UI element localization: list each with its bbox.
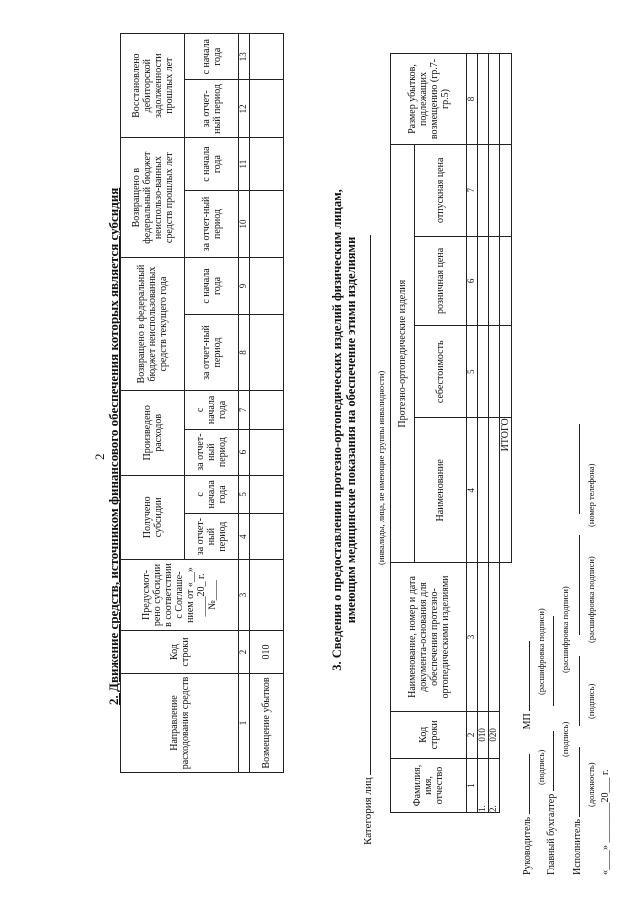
col-number: 1 bbox=[467, 758, 478, 812]
mp-label: МП bbox=[522, 713, 533, 730]
accountant-sign-field[interactable] bbox=[553, 731, 554, 791]
sub-period: за отчет-ный период bbox=[185, 80, 239, 138]
col-retail: розничная цена bbox=[415, 236, 467, 326]
sub-since-year: с начала года bbox=[185, 391, 239, 430]
col-code: Код строки bbox=[121, 631, 239, 674]
col-received: Получено субсидии bbox=[121, 475, 185, 559]
executor-phone-field[interactable] bbox=[579, 424, 580, 514]
table-row bbox=[488, 54, 499, 813]
col-products: Протезно-ортопедические изделия bbox=[391, 145, 415, 563]
col-number: 9 bbox=[239, 258, 250, 315]
total-label: ИТОГО bbox=[499, 418, 511, 563]
col-number: 1 bbox=[239, 674, 250, 773]
col-number: 4 bbox=[239, 514, 250, 560]
col-returned-prev: Возвращено в федеральный бюджет неиспользо-ванных средств прошлых лет bbox=[121, 138, 185, 258]
row-code: 010 bbox=[249, 631, 283, 674]
col-number: 6 bbox=[467, 236, 478, 326]
section3-table bbox=[390, 53, 512, 813]
accountant-podpis-caption: (подпись) bbox=[560, 721, 570, 757]
row-code: 010 bbox=[477, 711, 488, 758]
sub-since-year: с начала года bbox=[185, 34, 239, 80]
col-number: 5 bbox=[467, 326, 478, 418]
chief-accountant-label: Главный бухгалтер bbox=[546, 793, 557, 875]
col-restored: Восстановлено дебиторской задолженности прошлых лет bbox=[121, 34, 185, 138]
col-number: 7 bbox=[239, 391, 250, 430]
executor-sign-field[interactable] bbox=[579, 656, 580, 726]
category-label: Категория лиц bbox=[362, 777, 374, 845]
col-planned: Предусмот-рено субсидии в соответствии с Соглаше-нием от «__» ____20_ г. №____ bbox=[121, 560, 239, 631]
sub-period: за отчет-ный период bbox=[185, 429, 239, 475]
category-field[interactable] bbox=[370, 235, 371, 775]
executor-phone-caption: (номер телефона) bbox=[586, 463, 596, 527]
row-number: 1. bbox=[477, 758, 488, 812]
col-number: 3 bbox=[239, 560, 250, 631]
section3-number-row bbox=[467, 54, 478, 813]
col-returned-current: Возвращено в федеральный бюджет неиспользованных средств текущего года bbox=[121, 258, 185, 391]
table-row bbox=[477, 54, 488, 813]
col-number: 2 bbox=[467, 711, 478, 758]
head-label: Руководитель bbox=[522, 816, 533, 875]
sub-period: за отчет-ный период bbox=[185, 190, 239, 257]
head-signature-row bbox=[522, 641, 533, 875]
col-number: 3 bbox=[467, 563, 478, 711]
col-number: 5 bbox=[239, 475, 250, 514]
page-number: 2 bbox=[92, 453, 107, 460]
sub-since-year: с начала года bbox=[185, 475, 239, 514]
executor-podpis-caption: (подпись) bbox=[586, 683, 596, 719]
accountant-rasshifrovka-caption: (расшифровка подписи) bbox=[560, 586, 570, 673]
col-number: 13 bbox=[239, 34, 250, 80]
row-code: 020 bbox=[488, 711, 499, 758]
col-number: 6 bbox=[239, 429, 250, 475]
sub-period: за отчет-ный период bbox=[185, 514, 239, 560]
section2-number-row bbox=[239, 34, 250, 773]
accountant-signature-row bbox=[546, 616, 557, 875]
section2-title: 2. Движение средств, источником финансового обеспечения которых является субсидия bbox=[106, 187, 121, 705]
col-sale: отпускная цена bbox=[415, 145, 467, 236]
col-code: Код строки bbox=[391, 711, 467, 758]
col-cost: себестоимость bbox=[415, 326, 467, 418]
head-rasshifrovka-caption: (расшифровка подписи) bbox=[536, 608, 546, 695]
col-number: 2 bbox=[239, 631, 250, 674]
executor-rasshifrovka-caption: (расшифровка подписи) bbox=[586, 556, 596, 643]
section2-table bbox=[120, 33, 284, 773]
col-number: 8 bbox=[239, 314, 250, 390]
category-caption: (инвалиды, лица, не имеющие группы инвалидности) bbox=[376, 370, 386, 565]
category-row bbox=[362, 235, 374, 845]
executor-name-field[interactable] bbox=[579, 535, 580, 635]
date-line[interactable]: «____» ________20___ г. bbox=[600, 769, 611, 875]
head-name-field[interactable] bbox=[529, 641, 530, 711]
head-sign-field[interactable] bbox=[529, 754, 530, 814]
col-direction: Направление расходования средств bbox=[121, 674, 239, 773]
row-number: 2. bbox=[488, 758, 499, 812]
col-loss: Размер убытков, подлежащих возмещению (гр.7- гр.5) bbox=[391, 54, 467, 145]
sub-since-year: с начала года bbox=[185, 258, 239, 315]
col-number: 10 bbox=[239, 190, 250, 257]
executor-signature-row bbox=[572, 424, 583, 875]
col-product-name: Наименование bbox=[415, 418, 467, 563]
executor-label: Исполнитель bbox=[572, 819, 583, 875]
sub-since-year: с начала года bbox=[185, 138, 239, 191]
col-number: 12 bbox=[239, 80, 250, 138]
col-document: Наименование, номер и дата документа-основания для обеспечения протезно-ортопедическими изделиями bbox=[391, 563, 467, 711]
col-number: 8 bbox=[467, 54, 478, 145]
col-number: 7 bbox=[467, 145, 478, 236]
accountant-name-field[interactable] bbox=[553, 616, 554, 706]
section3-title: 3. Сведения о предоставлении протезно-ортопедических изделий физическим лицам, имеющим медицинские показания на обеспечение этими изделиями bbox=[330, 189, 359, 671]
col-name: Фамилия, имя, отчество bbox=[391, 758, 467, 812]
col-number: 4 bbox=[467, 418, 478, 563]
total-row bbox=[499, 54, 511, 813]
head-podpis-caption: (подпись) bbox=[536, 749, 546, 785]
executor-dolzhnost-caption: (должность) bbox=[586, 762, 596, 807]
executor-position-field[interactable] bbox=[579, 747, 580, 817]
row-direction: Возмещение убытков bbox=[249, 674, 283, 773]
sub-period: за отчет-ный период bbox=[185, 314, 239, 390]
col-spent: Произведено расходов bbox=[121, 391, 185, 475]
col-number: 11 bbox=[239, 138, 250, 191]
table-row bbox=[249, 34, 283, 773]
